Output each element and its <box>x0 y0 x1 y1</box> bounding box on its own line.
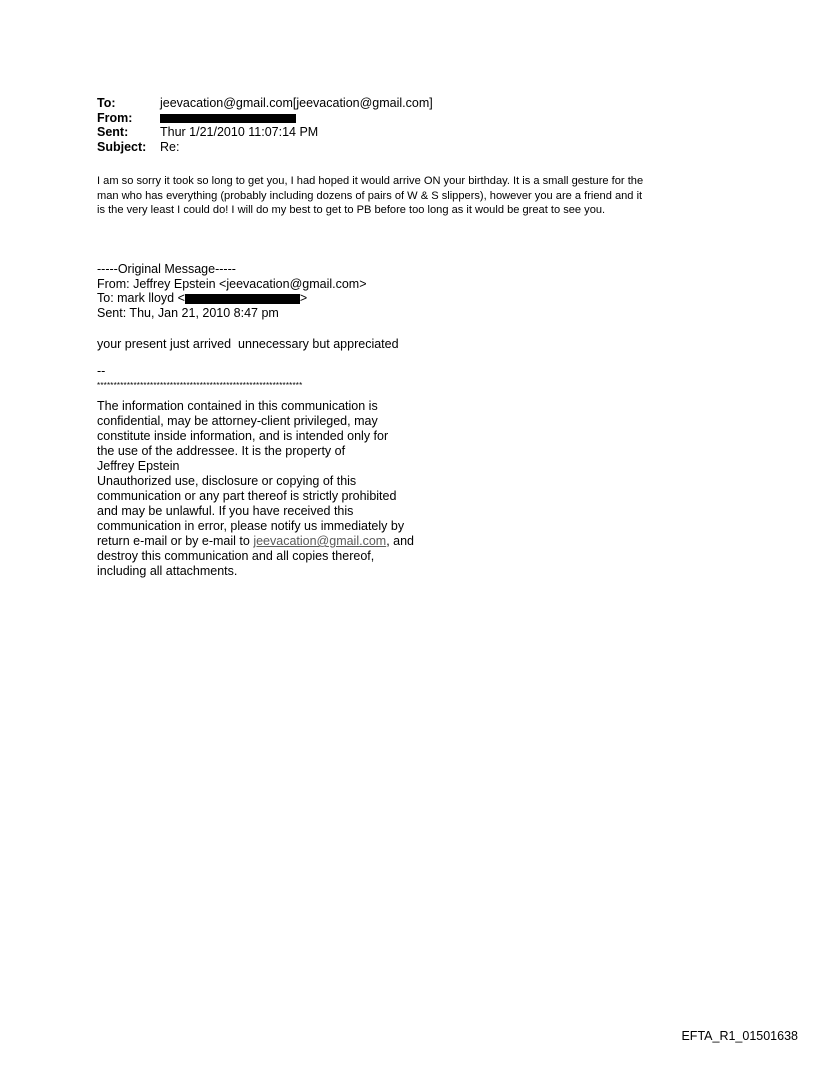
disclaimer-line: constitute inside information, and is intended only for <box>97 429 389 443</box>
reply-line: man who has everything (probably including dozens of pairs of W & S slippers), however you are a friend and it <box>97 189 643 202</box>
confidentiality-disclaimer <box>97 399 414 579</box>
disclaimer-line: destroy this communication and all copies thereof, <box>97 549 375 563</box>
email-link[interactable]: jeevacation@gmail.com <box>253 534 387 548</box>
disclaimer-line: Unauthorized use, disclosure or copying of this <box>97 474 357 488</box>
from-label: From: <box>97 110 133 125</box>
subject-row <box>97 140 433 155</box>
signature-stars: ************************************************************** <box>97 381 303 390</box>
sent-value: Thur 1/21/2010 11:07:14 PM <box>160 125 319 139</box>
disclaimer-line: confidential, may be attorney-client privileged, may <box>97 414 378 428</box>
disclaimer-text: return e-mail or by e-mail to <box>97 534 254 548</box>
original-from: From: Jeffrey Epstein <jeevacation@gmail.com> <box>97 276 367 291</box>
disclaimer-line: and may be unlawful. If you have received this <box>97 504 354 518</box>
email-header <box>97 96 433 154</box>
original-to-redaction <box>185 294 300 304</box>
reply-line: is the very least I could do! I will do my best to get to PB before too long as it would be great to see you. <box>97 204 606 216</box>
disclaimer-line: Jeffrey Epstein <box>97 459 180 473</box>
disclaimer-text: , and <box>386 534 415 548</box>
sent-label: Sent: <box>97 125 129 139</box>
original-message-divider: -----Original Message----- <box>97 262 236 276</box>
subject-label: Subject: <box>97 139 147 154</box>
sent-row <box>97 125 433 140</box>
original-to-prefix: To: mark lloyd < <box>97 291 185 305</box>
disclaimer-line: communication in error, please notify us immediately by <box>97 519 405 533</box>
disclaimer-line: communication or any part thereof is strictly prohibited <box>97 489 397 503</box>
to-label: To: <box>97 96 116 110</box>
to-value: jeevacation@gmail.com[jeevacation@gmail.com] <box>160 96 433 110</box>
original-sent: Sent: Thu, Jan 21, 2010 8:47 pm <box>97 305 279 320</box>
disclaimer-line: the use of the addressee. It is the property of <box>97 444 346 458</box>
original-message-text: your present just arrived unnecessary but appreciated <box>97 337 399 351</box>
disclaimer-line <box>97 534 414 549</box>
signature-dashes: -- <box>97 364 106 378</box>
from-redaction <box>160 114 296 123</box>
to-row <box>97 96 433 111</box>
subject-value: Re: <box>160 139 180 154</box>
document-id: EFTA_R1_01501638 <box>681 1029 798 1043</box>
disclaimer-line: The information contained in this communication is <box>97 399 378 413</box>
from-row <box>97 111 433 126</box>
original-message-header <box>97 262 367 320</box>
original-to <box>97 291 367 306</box>
original-to-suffix: > <box>299 291 308 305</box>
reply-body <box>97 174 727 218</box>
disclaimer-line: including all attachments. <box>97 564 238 578</box>
reply-line: I am so sorry it took so long to get you, I had hoped it would arrive ON your birthday. It is a small gesture for the <box>97 175 644 187</box>
